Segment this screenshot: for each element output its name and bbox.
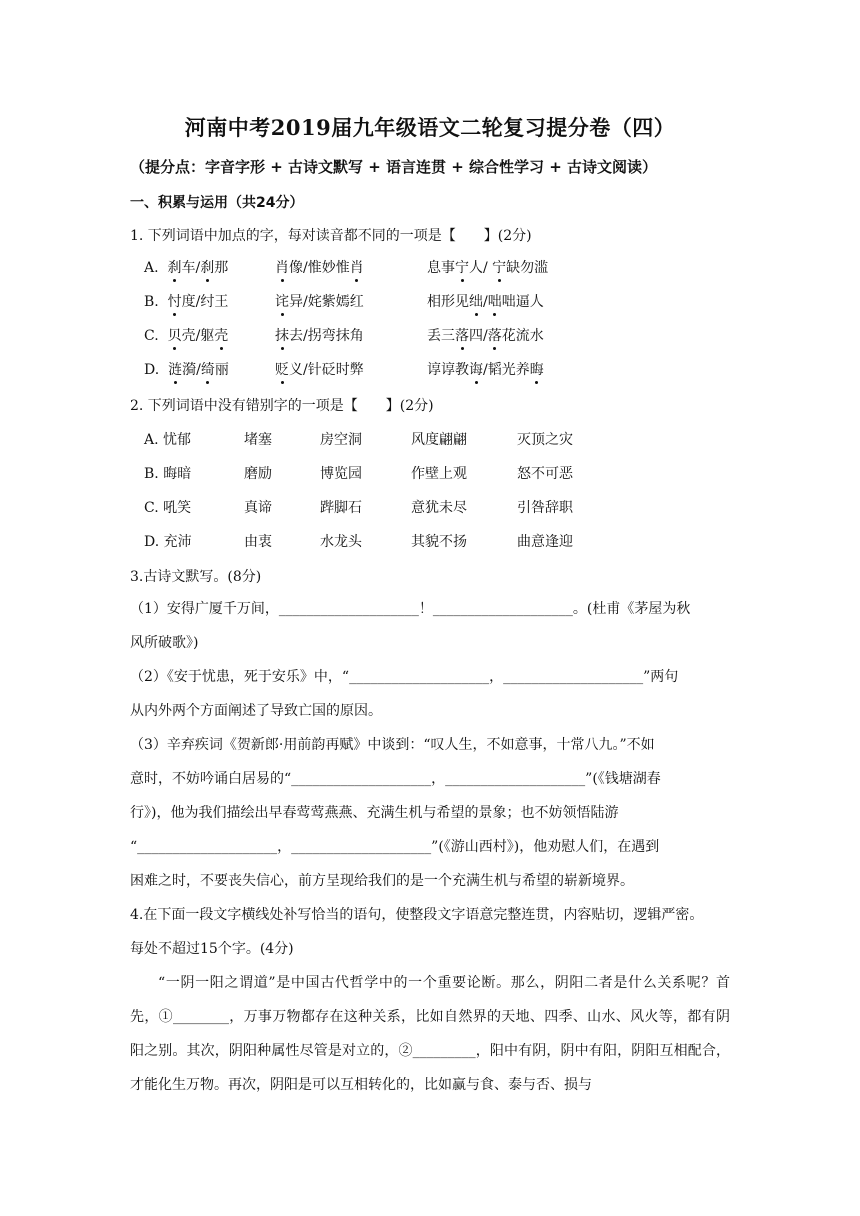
question-3-part-2: （2）《安于忧患，死于安乐》中，“____________________，____________________”两句 (130, 669, 679, 685)
option-cell: B. 晦暗 (144, 466, 192, 482)
question-3-part-1-cont: 风所破歌》) (130, 635, 199, 651)
option-cell: 真谛 (244, 500, 272, 516)
question-3-part-3-line-4: “____________________，____________________”(《游山西村》)，他劝慰人们，在遇到 (130, 839, 660, 855)
option-cell: 跸脚石 (320, 500, 362, 516)
option-a: A. 刹车/刹那 (144, 260, 229, 276)
option-cell: 堵塞 (244, 432, 272, 448)
subtitle: （提分点：字音字形 + 古诗文默写 + 语言连贯 + 综合性学习 + 古诗文阅读） (130, 158, 658, 176)
option-cell: 怒不可恶 (517, 466, 573, 482)
page-title: 河南中考2019届九年级语文二轮复习提分卷（四） (184, 115, 676, 140)
option-cell: C. 吼笑 (144, 500, 192, 516)
option-c-word-2: 抹去/拐弯抹角 (275, 328, 364, 344)
option-cell: 曲意逢迎 (517, 534, 573, 550)
question-3-part-3-line-5: 困难之时，不要丧失信心，前方呈现给我们的是一个充满生机与希望的崭新境界。 (130, 873, 634, 889)
option-b-word-2: 诧异/姹紫嫣红 (275, 294, 364, 310)
option-b-word-3: 相形见绌/咄咄逼人 (427, 294, 544, 310)
question-3-part-1: （1）安得广厦千万间，____________________！____________________。(杜甫《茅屋为秋 (130, 601, 691, 617)
option-d: D. 涟漪/绮丽 (144, 362, 229, 378)
question-3-part-3-line-2: 意时，不妨吟诵白居易的“____________________，____________________”(《钱塘湖春 (130, 771, 661, 787)
option-d-word-3: 谆谆教诲/韬光养晦 (427, 362, 544, 378)
option-c-word-3: 丢三落四/落花流水 (427, 328, 544, 344)
option-d-word-2: 贬义/针砭时弊 (275, 362, 364, 378)
option-cell: 由衷 (244, 534, 272, 550)
question-2-stem: 2. 下列词语中没有错别字的一项是【 】(2分) (130, 398, 434, 414)
question-1-stem: 1. 下列词语中加点的字，每对读音都不同的一项是【 】(2分) (130, 228, 532, 244)
option-cell: 博览园 (320, 466, 362, 482)
question-4-stem-cont: 每处不超过15个字。(4分) (130, 941, 294, 957)
option-a-word-2: 肖像/惟妙惟肖 (275, 260, 364, 276)
option-cell: D. 充沛 (144, 534, 192, 550)
option-cell: 风度翩翩 (411, 432, 467, 448)
option-cell: 引咎辞职 (517, 500, 573, 516)
question-4-passage: “一阴一阳之谓道”是中国古代哲学中的一个重要论断。那么，阴阳二者是什么关系呢？首先，①________，万事万物都存在这种关系，比如自然界的天地、四季、山水、风火等，都有阴阳之别。其次，阴阳种属性尽管是对立的，②_________，阳中有阴，阴中有阳，阴阳互相配合，才能化生万物。再次，阴阳是可以互相转化的，比如赢与食、泰与否、损与 (130, 975, 730, 1093)
question-3-part-3: （3）辛弃疾词《贺新郎·用前韵再赋》中谈到：“叹人生，不如意事，十常八九。”不如 (130, 737, 655, 753)
question-3-part-2-cont: 从内外两个方面阐述了导致亡国的原因。 (130, 703, 382, 719)
option-b: B. 忖度/纣王 (144, 294, 229, 310)
question-3-stem: 3.古诗文默写。(8分) (130, 569, 262, 585)
option-cell: 作壁上观 (411, 466, 467, 482)
question-4-stem: 4.在下面一段文字横线处补写恰当的语句，使整段文字语意完整连贯，内容贴切，逻辑严密。 (130, 907, 704, 923)
option-cell: 房空洞 (320, 432, 362, 448)
option-a-word-3: 息事宁人/ 宁缺勿滥 (427, 260, 549, 276)
option-cell: 意犹未尽 (411, 500, 467, 516)
option-c: C. 贝壳/躯壳 (144, 328, 229, 344)
option-cell: 磨励 (244, 466, 272, 482)
option-cell: 灭顶之灾 (517, 432, 573, 448)
option-cell: 其貌不扬 (411, 534, 467, 550)
question-3-part-3-line-3: 行》)，他为我们描绘出早春莺莺燕燕、充满生机与希望的景象；也不妨领悟陆游 (130, 805, 619, 821)
option-cell: A. 忧郁 (144, 432, 192, 448)
section-heading: 一、积累与运用（共24分） (130, 195, 304, 211)
option-cell: 水龙头 (320, 534, 362, 550)
